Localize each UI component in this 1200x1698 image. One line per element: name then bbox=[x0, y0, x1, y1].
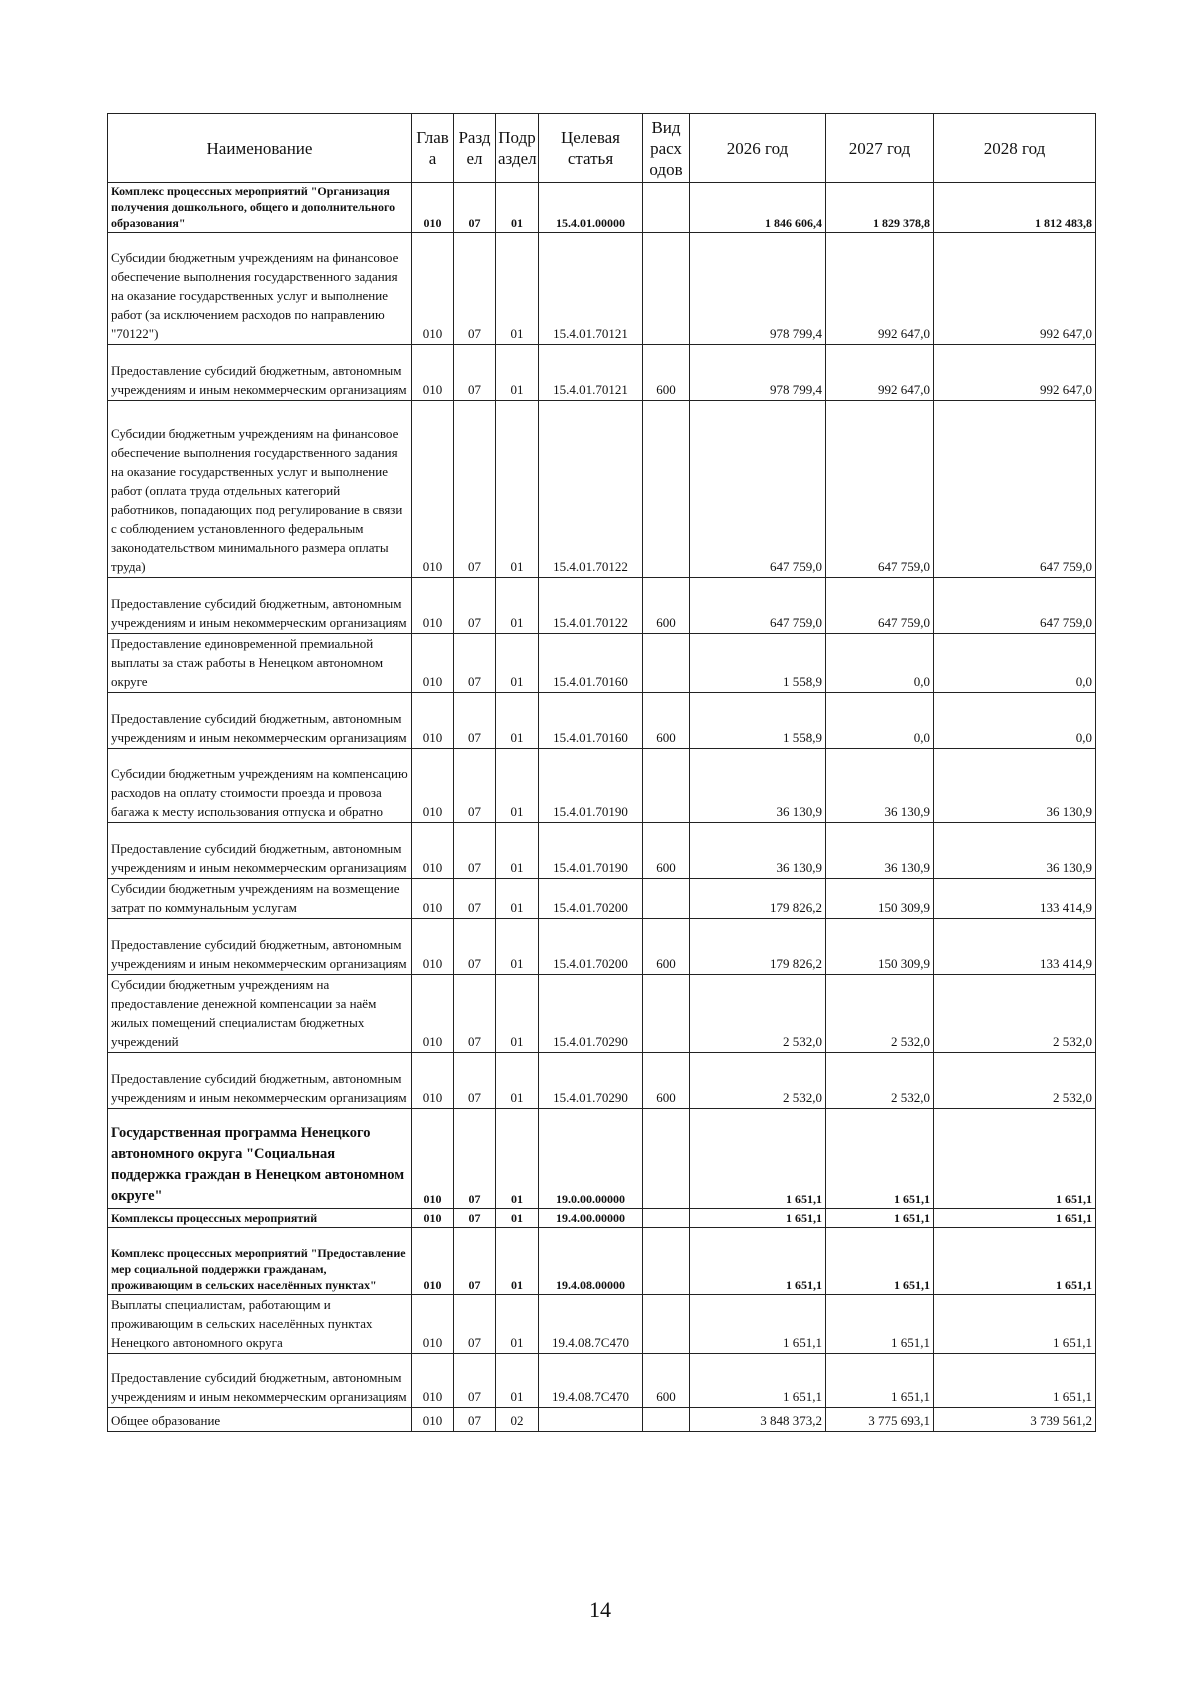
row-value-2026: 978 799,4 bbox=[690, 233, 826, 345]
row-value-2028: 133 414,9 bbox=[934, 919, 1096, 975]
row-name: Предоставление субсидий бюджетным, автономным учреждениям и иным некоммерческим организациям bbox=[108, 578, 412, 634]
row-target-article: 15.4.01.70122 bbox=[539, 401, 643, 578]
row-subsection: 01 bbox=[496, 345, 539, 401]
row-expense-type: 600 bbox=[643, 345, 690, 401]
row-expense-type bbox=[643, 1295, 690, 1354]
table-row bbox=[108, 401, 1096, 578]
row-value-2026: 1 558,9 bbox=[690, 634, 826, 693]
row-value-2026: 179 826,2 bbox=[690, 879, 826, 919]
header-subsection: Подр аздел bbox=[496, 114, 539, 183]
row-expense-type bbox=[643, 233, 690, 345]
row-target-article: 19.4.08.00000 bbox=[539, 1228, 643, 1295]
row-value-2028: 1 812 483,8 bbox=[934, 183, 1096, 233]
row-section: 07 bbox=[454, 879, 496, 919]
table-row bbox=[108, 1109, 1096, 1209]
row-name: Предоставление субсидий бюджетным, автономным учреждениям и иным некоммерческим организациям bbox=[108, 919, 412, 975]
table-row bbox=[108, 1354, 1096, 1408]
table-row bbox=[108, 749, 1096, 823]
row-subsection: 01 bbox=[496, 693, 539, 749]
row-name: Комплекс процессных мероприятий "Организация получения дошкольного, общего и дополнительного образования" bbox=[108, 183, 412, 233]
row-chapter: 010 bbox=[412, 749, 454, 823]
table-row bbox=[108, 1228, 1096, 1295]
row-value-2027: 36 130,9 bbox=[826, 749, 934, 823]
row-value-2028: 0,0 bbox=[934, 693, 1096, 749]
row-value-2026: 647 759,0 bbox=[690, 578, 826, 634]
row-value-2027: 1 651,1 bbox=[826, 1228, 934, 1295]
row-subsection: 01 bbox=[496, 634, 539, 693]
row-value-2026: 1 558,9 bbox=[690, 693, 826, 749]
row-value-2027: 992 647,0 bbox=[826, 345, 934, 401]
row-target-article: 15.4.01.00000 bbox=[539, 183, 643, 233]
header-name: Наименование bbox=[108, 114, 412, 183]
row-value-2027: 1 651,1 bbox=[826, 1209, 934, 1228]
row-subsection: 01 bbox=[496, 919, 539, 975]
row-section: 07 bbox=[454, 1228, 496, 1295]
table-row bbox=[108, 1053, 1096, 1109]
row-value-2028: 992 647,0 bbox=[934, 233, 1096, 345]
page-number: 14 bbox=[589, 1597, 611, 1622]
row-subsection: 01 bbox=[496, 578, 539, 634]
row-value-2026: 1 651,1 bbox=[690, 1209, 826, 1228]
row-expense-type bbox=[643, 634, 690, 693]
row-chapter: 010 bbox=[412, 634, 454, 693]
row-subsection: 01 bbox=[496, 1209, 539, 1228]
row-section: 07 bbox=[454, 1109, 496, 1209]
row-target-article: 15.4.01.70200 bbox=[539, 879, 643, 919]
row-value-2027: 1 651,1 bbox=[826, 1295, 934, 1354]
row-subsection: 01 bbox=[496, 1295, 539, 1354]
row-name: Общее образование bbox=[108, 1408, 412, 1432]
row-name: Государственная программа Ненецкого автономного округа "Социальная поддержка граждан в Ненецком автономном округе" bbox=[108, 1109, 412, 1209]
row-target-article: 15.4.01.70121 bbox=[539, 345, 643, 401]
table-row bbox=[108, 1408, 1096, 1432]
row-expense-type: 600 bbox=[643, 1053, 690, 1109]
table-row bbox=[108, 233, 1096, 345]
row-value-2028: 647 759,0 bbox=[934, 578, 1096, 634]
row-subsection: 01 bbox=[496, 1109, 539, 1209]
row-value-2027: 647 759,0 bbox=[826, 578, 934, 634]
budget-table bbox=[107, 113, 1096, 1432]
row-target-article: 15.4.01.70160 bbox=[539, 634, 643, 693]
row-value-2028: 2 532,0 bbox=[934, 1053, 1096, 1109]
row-value-2027: 150 309,9 bbox=[826, 919, 934, 975]
row-value-2026: 36 130,9 bbox=[690, 749, 826, 823]
row-target-article bbox=[539, 1408, 643, 1432]
table-row bbox=[108, 578, 1096, 634]
table-body bbox=[108, 183, 1096, 1432]
row-expense-type: 600 bbox=[643, 578, 690, 634]
row-subsection: 01 bbox=[496, 1053, 539, 1109]
row-chapter: 010 bbox=[412, 401, 454, 578]
row-subsection: 01 bbox=[496, 975, 539, 1053]
row-value-2028: 992 647,0 bbox=[934, 345, 1096, 401]
header-expense-type: Вид расх одов bbox=[643, 114, 690, 183]
header-year-2027: 2027 год bbox=[826, 114, 934, 183]
row-section: 07 bbox=[454, 1053, 496, 1109]
row-name: Субсидии бюджетным учреждениям на финансовое обеспечение выполнения государственного задания на оказание государственных услуг и выполнение работ (за исключением расходов по направлению "70122") bbox=[108, 233, 412, 345]
row-value-2026: 978 799,4 bbox=[690, 345, 826, 401]
row-subsection: 01 bbox=[496, 183, 539, 233]
header-year-2028: 2028 год bbox=[934, 114, 1096, 183]
row-chapter: 010 bbox=[412, 345, 454, 401]
row-value-2028: 3 739 561,2 bbox=[934, 1408, 1096, 1432]
row-value-2028: 1 651,1 bbox=[934, 1295, 1096, 1354]
row-chapter: 010 bbox=[412, 1053, 454, 1109]
row-value-2026: 3 848 373,2 bbox=[690, 1408, 826, 1432]
row-name: Субсидии бюджетным учреждениям на возмещение затрат по коммунальным услугам bbox=[108, 879, 412, 919]
row-value-2027: 36 130,9 bbox=[826, 823, 934, 879]
row-target-article: 15.4.01.70160 bbox=[539, 693, 643, 749]
row-value-2028: 1 651,1 bbox=[934, 1354, 1096, 1408]
row-value-2028: 647 759,0 bbox=[934, 401, 1096, 578]
row-expense-type bbox=[643, 183, 690, 233]
row-value-2026: 1 651,1 bbox=[690, 1228, 826, 1295]
row-name: Предоставление субсидий бюджетным, автономным учреждениям и иным некоммерческим организациям bbox=[108, 823, 412, 879]
row-target-article: 19.0.00.00000 bbox=[539, 1109, 643, 1209]
row-expense-type bbox=[643, 1408, 690, 1432]
row-chapter: 010 bbox=[412, 1109, 454, 1209]
row-target-article: 15.4.01.70290 bbox=[539, 975, 643, 1053]
row-name: Выплаты специалистам, работающим и проживающим в сельских населённых пунктах Ненецкого автономного округа bbox=[108, 1295, 412, 1354]
row-value-2028: 0,0 bbox=[934, 634, 1096, 693]
row-subsection: 01 bbox=[496, 749, 539, 823]
row-target-article: 15.4.01.70200 bbox=[539, 919, 643, 975]
row-name: Субсидии бюджетным учреждениям на финансовое обеспечение выполнения государственного задания на оказание государственных услуг и выполнение работ (оплата труда отдельных категорий работников, попадающих под регулирование в связи с соблюдением установленного федеральным законодательством минимального размера оплаты труда) bbox=[108, 401, 412, 578]
row-value-2027: 1 651,1 bbox=[826, 1354, 934, 1408]
row-value-2027: 2 532,0 bbox=[826, 975, 934, 1053]
row-subsection: 01 bbox=[496, 401, 539, 578]
table-header bbox=[108, 114, 1096, 183]
row-chapter: 010 bbox=[412, 578, 454, 634]
table-row bbox=[108, 975, 1096, 1053]
row-expense-type: 600 bbox=[643, 1354, 690, 1408]
row-section: 07 bbox=[454, 401, 496, 578]
row-section: 07 bbox=[454, 578, 496, 634]
table-row bbox=[108, 1295, 1096, 1354]
row-value-2027: 992 647,0 bbox=[826, 233, 934, 345]
row-expense-type bbox=[643, 1209, 690, 1228]
row-value-2028: 1 651,1 bbox=[934, 1228, 1096, 1295]
row-expense-type: 600 bbox=[643, 823, 690, 879]
row-section: 07 bbox=[454, 975, 496, 1053]
row-value-2026: 1 846 606,4 bbox=[690, 183, 826, 233]
row-value-2026: 1 651,1 bbox=[690, 1354, 826, 1408]
row-section: 07 bbox=[454, 1295, 496, 1354]
row-value-2026: 647 759,0 bbox=[690, 401, 826, 578]
row-section: 07 bbox=[454, 183, 496, 233]
row-section: 07 bbox=[454, 1209, 496, 1228]
row-section: 07 bbox=[454, 1354, 496, 1408]
row-subsection: 01 bbox=[496, 823, 539, 879]
row-value-2026: 1 651,1 bbox=[690, 1109, 826, 1209]
row-value-2028: 1 651,1 bbox=[934, 1109, 1096, 1209]
row-value-2027: 3 775 693,1 bbox=[826, 1408, 934, 1432]
row-chapter: 010 bbox=[412, 693, 454, 749]
row-value-2026: 36 130,9 bbox=[690, 823, 826, 879]
row-expense-type bbox=[643, 879, 690, 919]
row-value-2026: 2 532,0 bbox=[690, 1053, 826, 1109]
row-target-article: 15.4.01.70122 bbox=[539, 578, 643, 634]
row-name: Субсидии бюджетным учреждениям на предоставление денежной компенсации за наём жилых помещений специалистам бюджетных учреждений bbox=[108, 975, 412, 1053]
row-chapter: 010 bbox=[412, 879, 454, 919]
row-expense-type bbox=[643, 1109, 690, 1209]
row-value-2026: 1 651,1 bbox=[690, 1295, 826, 1354]
row-expense-type bbox=[643, 975, 690, 1053]
row-target-article: 15.4.01.70190 bbox=[539, 749, 643, 823]
table-row bbox=[108, 634, 1096, 693]
row-value-2027: 0,0 bbox=[826, 693, 934, 749]
row-value-2027: 1 651,1 bbox=[826, 1109, 934, 1209]
table-row bbox=[108, 693, 1096, 749]
row-chapter: 010 bbox=[412, 823, 454, 879]
row-name: Предоставление субсидий бюджетным, автономным учреждениям и иным некоммерческим организациям bbox=[108, 693, 412, 749]
row-value-2027: 0,0 bbox=[826, 634, 934, 693]
row-section: 07 bbox=[454, 1408, 496, 1432]
row-value-2027: 2 532,0 bbox=[826, 1053, 934, 1109]
row-target-article: 19.4.00.00000 bbox=[539, 1209, 643, 1228]
row-expense-type bbox=[643, 1228, 690, 1295]
row-expense-type bbox=[643, 401, 690, 578]
row-chapter: 010 bbox=[412, 183, 454, 233]
row-chapter: 010 bbox=[412, 1354, 454, 1408]
header-year-2026: 2026 год bbox=[690, 114, 826, 183]
row-section: 07 bbox=[454, 693, 496, 749]
row-chapter: 010 bbox=[412, 1408, 454, 1432]
row-expense-type bbox=[643, 749, 690, 823]
row-subsection: 01 bbox=[496, 233, 539, 345]
row-chapter: 010 bbox=[412, 1209, 454, 1228]
row-target-article: 19.4.08.7С470 bbox=[539, 1354, 643, 1408]
table-row bbox=[108, 919, 1096, 975]
row-value-2028: 36 130,9 bbox=[934, 823, 1096, 879]
row-chapter: 010 bbox=[412, 919, 454, 975]
header-chapter: Глав а bbox=[412, 114, 454, 183]
row-value-2027: 647 759,0 bbox=[826, 401, 934, 578]
row-value-2028: 133 414,9 bbox=[934, 879, 1096, 919]
row-target-article: 19.4.08.7С470 bbox=[539, 1295, 643, 1354]
header-target: Целевая статья bbox=[539, 114, 643, 183]
row-value-2026: 2 532,0 bbox=[690, 975, 826, 1053]
table-row bbox=[108, 823, 1096, 879]
row-expense-type: 600 bbox=[643, 919, 690, 975]
row-target-article: 15.4.01.70121 bbox=[539, 233, 643, 345]
row-chapter: 010 bbox=[412, 1228, 454, 1295]
table-row bbox=[108, 1209, 1096, 1228]
row-target-article: 15.4.01.70190 bbox=[539, 823, 643, 879]
row-subsection: 01 bbox=[496, 1228, 539, 1295]
row-value-2027: 1 829 378,8 bbox=[826, 183, 934, 233]
row-value-2028: 1 651,1 bbox=[934, 1209, 1096, 1228]
row-name: Предоставление субсидий бюджетным, автономным учреждениям и иным некоммерческим организациям bbox=[108, 1053, 412, 1109]
row-value-2026: 179 826,2 bbox=[690, 919, 826, 975]
row-name: Предоставление субсидий бюджетным, автономным учреждениям и иным некоммерческим организациям bbox=[108, 1354, 412, 1408]
table-row bbox=[108, 879, 1096, 919]
row-section: 07 bbox=[454, 634, 496, 693]
row-section: 07 bbox=[454, 919, 496, 975]
row-subsection: 01 bbox=[496, 879, 539, 919]
row-section: 07 bbox=[454, 345, 496, 401]
table-row bbox=[108, 183, 1096, 233]
row-name: Предоставление субсидий бюджетным, автономным учреждениям и иным некоммерческим организациям bbox=[108, 345, 412, 401]
row-section: 07 bbox=[454, 823, 496, 879]
header-section: Разд ел bbox=[454, 114, 496, 183]
row-chapter: 010 bbox=[412, 1295, 454, 1354]
row-name: Комплекс процессных мероприятий "Предоставление мер социальной поддержки гражданам, проживающим в сельских населённых пунктах" bbox=[108, 1228, 412, 1295]
row-value-2027: 150 309,9 bbox=[826, 879, 934, 919]
row-subsection: 02 bbox=[496, 1408, 539, 1432]
row-value-2028: 36 130,9 bbox=[934, 749, 1096, 823]
row-name: Предоставление единовременной премиальной выплаты за стаж работы в Ненецком автономном округе bbox=[108, 634, 412, 693]
row-value-2028: 2 532,0 bbox=[934, 975, 1096, 1053]
row-chapter: 010 bbox=[412, 233, 454, 345]
row-chapter: 010 bbox=[412, 975, 454, 1053]
row-section: 07 bbox=[454, 749, 496, 823]
table-row bbox=[108, 345, 1096, 401]
row-subsection: 01 bbox=[496, 1354, 539, 1408]
row-name: Субсидии бюджетным учреждениям на компенсацию расходов на оплату стоимости проезда и провоза багажа к месту использования отпуска и обратно bbox=[108, 749, 412, 823]
row-name: Комплексы процессных мероприятий bbox=[108, 1209, 412, 1228]
row-target-article: 15.4.01.70290 bbox=[539, 1053, 643, 1109]
row-section: 07 bbox=[454, 233, 496, 345]
row-expense-type: 600 bbox=[643, 693, 690, 749]
